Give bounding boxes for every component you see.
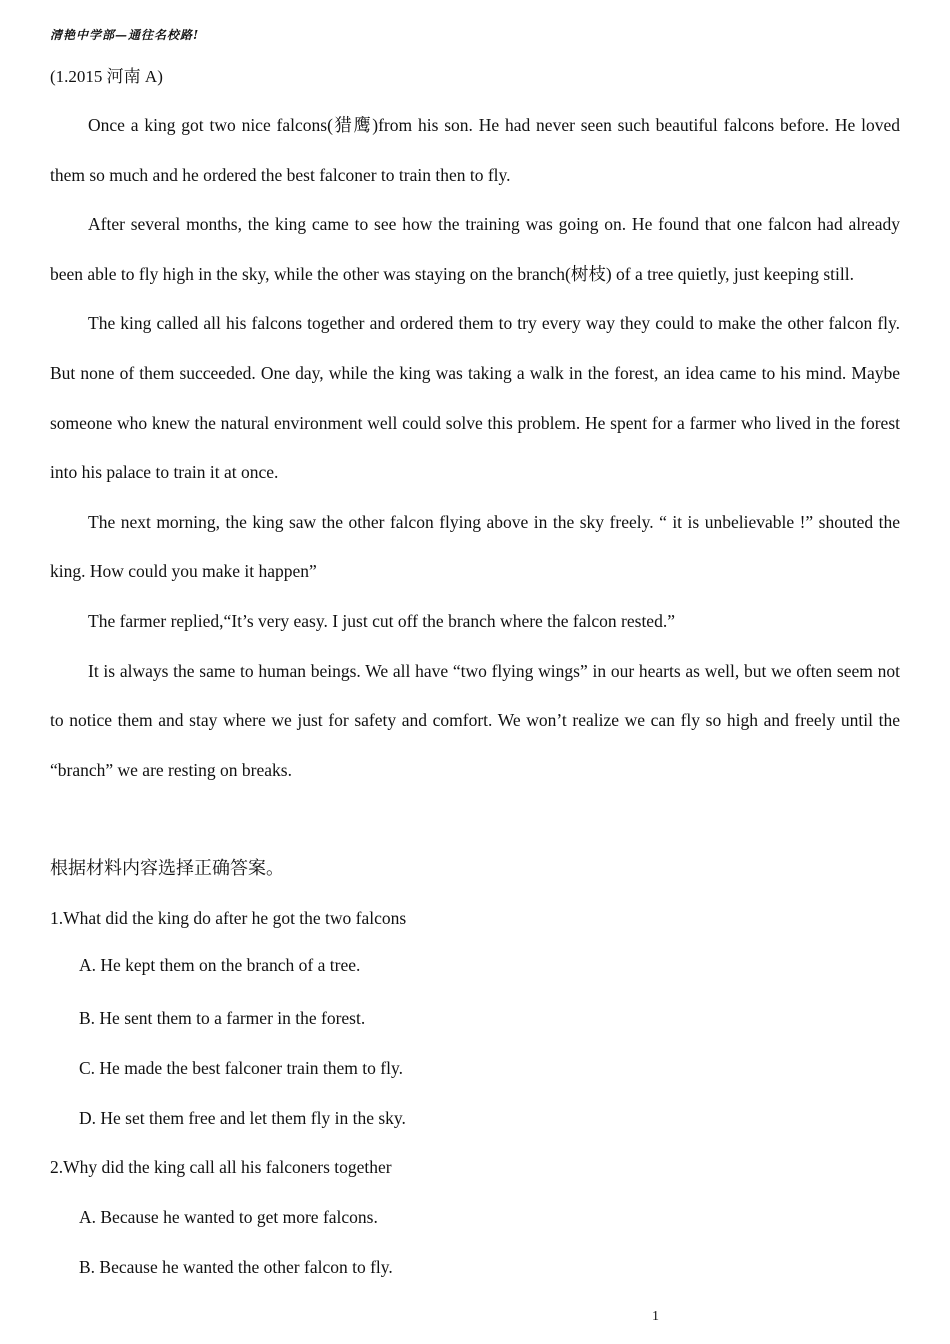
question-1-option-c: C. He made the best falconer train them to fly. (79, 1058, 403, 1078)
question-1-option-b: B. He sent them to a farmer in the forest. (79, 1008, 366, 1028)
source-label: (1.2015 河南 A) (50, 67, 163, 86)
question-1-option-a: A. He kept them on the branch of a tree. (79, 955, 361, 975)
passage-paragraph-3: The king called all his falcons together and ordered them to try every way they could to make the other falcon fly. But none of them succeeded. One day, while the king was taking a walk in the forest, an idea came to his mind. Maybe someone who knew the natural environment well could solve this problem. He spent for a farmer who lived in the forest into his palace to train it at once. (50, 313, 900, 483)
question-2-option-a: A. Because he wanted to get more falcons. (79, 1207, 378, 1227)
instruction-text: 根据材料内容选择正确答案。 (50, 858, 284, 879)
reading-passage (50, 101, 900, 795)
passage-paragraph-5: The farmer replied,“It’s very easy. I just cut off the branch where the falcon rested.” (88, 610, 675, 631)
page-number: 1 (652, 1309, 659, 1324)
passage-paragraph-2: After several months, the king came to see how the training was going on. He found that one falcon had already been able to fly high in the sky, while the other was staying on the branch(树枝) of a tree quietly, just keeping still. (50, 214, 900, 284)
question-2-option-b: B. Because he wanted the other falcon to fly. (79, 1257, 393, 1277)
question-2-stem: 2.Why did the king call all his falconers together (50, 1157, 392, 1177)
passage-paragraph-4: The next morning, the king saw the other falcon flying above in the sky freely. “ it is unbelievable !” shouted the king. How could you make it happen” (50, 511, 900, 582)
question-1-option-d: D. He set them free and let them fly in the sky. (79, 1108, 406, 1128)
passage-paragraph-1: Once a king got two nice falcons(猎鹰)from his son. He had never seen such beautiful falcons before. He loved them so much and he ordered the best falconer to train then to fly. (50, 115, 900, 185)
question-1-stem: 1.What did the king do after he got the two falcons (50, 908, 407, 928)
passage-paragraph-6: It is always the same to human beings. We all have “two flying wings” in our hearts as well, but we often seem not to notice them and stay where we just for safety and comfort. We won’t realize we can fly so high and freely until the “branch” we are resting on breaks. (50, 660, 900, 780)
school-banner: 清艳中学部—通往名校路! (50, 28, 200, 42)
